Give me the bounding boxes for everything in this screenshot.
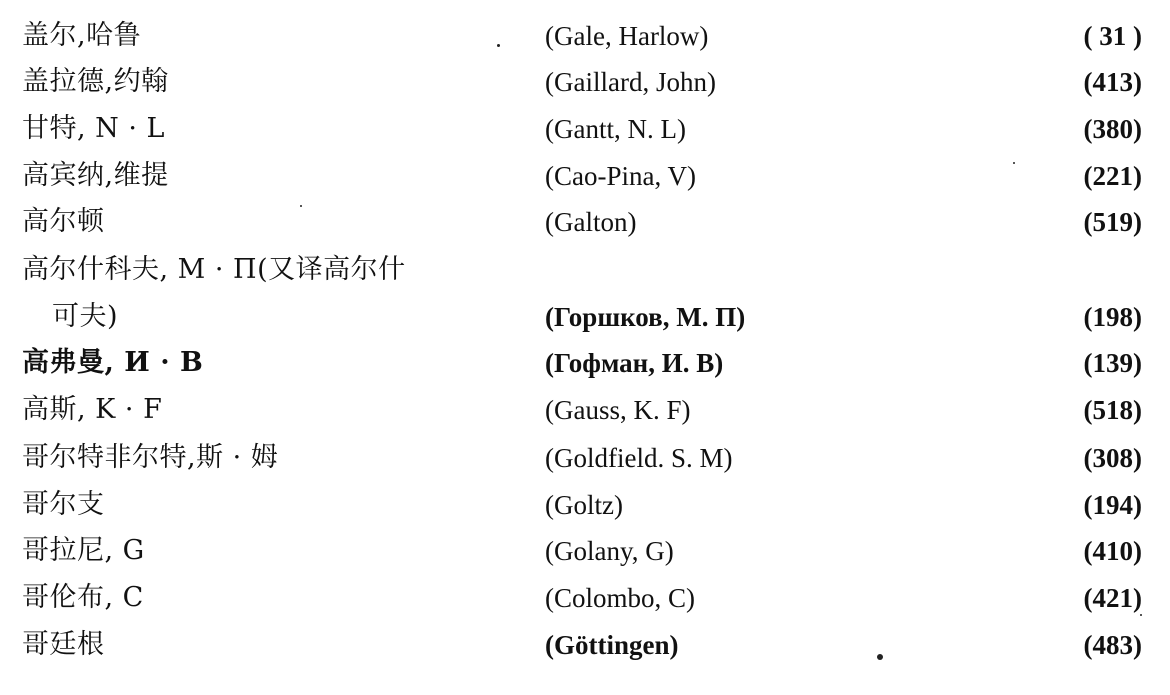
chinese-name: 盖尔,哈鲁 [22,20,142,51]
chinese-name: 哥伦布, C [22,582,144,613]
index-entry [0,621,1170,667]
page-reference: (198) [1083,302,1142,332]
original-name: (Gantt, N. L) [545,114,686,144]
original-name: (Cao-Pina, V) [545,161,696,191]
page-reference: (194) [1083,490,1142,520]
chinese-name: 高宾纳,维提 [22,160,169,191]
index-entry [0,434,1170,480]
page-reference: (483) [1083,630,1142,660]
page-reference: (221) [1083,161,1142,191]
page-reference: (519) [1083,207,1142,237]
page-reference: (421) [1083,583,1142,613]
original-name: (Goltz) [545,490,623,520]
index-entry [0,105,1170,151]
index-entry [0,198,1170,244]
page-reference: (413) [1083,67,1142,97]
chinese-name: 高尔顿 [22,206,105,237]
chinese-name: 高弗曼, И · В [22,347,204,378]
print-speck [497,44,500,47]
original-name: (Colombo, C) [545,583,696,613]
print-speck [300,205,302,207]
chinese-name: 哥廷根 [22,629,105,660]
original-name: (Gauss, K. F) [545,395,691,425]
original-name: (Gaillard, John) [545,67,716,97]
index-entry [0,339,1170,385]
original-name: (Golany, G) [545,536,674,566]
page-reference: (139) [1083,348,1142,378]
page-reference: (410) [1083,536,1142,566]
index-entry [0,58,1170,104]
original-name: (Goldfield. S. M) [545,443,733,473]
original-name: (Гофман, И. В) [545,348,724,378]
index-entry-continuation [0,293,1170,339]
chinese-name: 哥尔特非尔特,斯 · 姆 [22,442,279,473]
chinese-name: 哥尔支 [22,489,105,520]
index-entry [0,12,1170,58]
chinese-name: 盖拉德,约翰 [22,66,169,97]
chinese-name: 高斯, K · F [22,394,163,425]
original-name: (Горшков, M. П) [545,302,746,332]
chinese-name: 甘特, N · L [22,113,165,144]
index-entry [0,481,1170,527]
original-name: (Göttingen) [545,630,679,660]
index-entry [0,574,1170,620]
print-speck [1013,162,1015,164]
original-name: (Galton) [545,207,637,237]
chinese-name: 哥拉尼, G [22,535,145,566]
print-speck [877,654,883,660]
chinese-name: 可夫) [52,301,119,332]
index-entry [0,386,1170,432]
print-speck [1140,614,1142,616]
index-entry [0,527,1170,573]
page-reference: (308) [1083,443,1142,473]
original-name: (Gale, Harlow) [545,21,709,51]
index-entry [0,152,1170,198]
page-reference: (380) [1083,114,1142,144]
page-reference: (518) [1083,395,1142,425]
page-reference: ( 31 ) [1083,21,1142,51]
index-entry [0,246,1170,292]
chinese-name: 高尔什科夫, M · П(又译高尔什 [22,254,406,285]
